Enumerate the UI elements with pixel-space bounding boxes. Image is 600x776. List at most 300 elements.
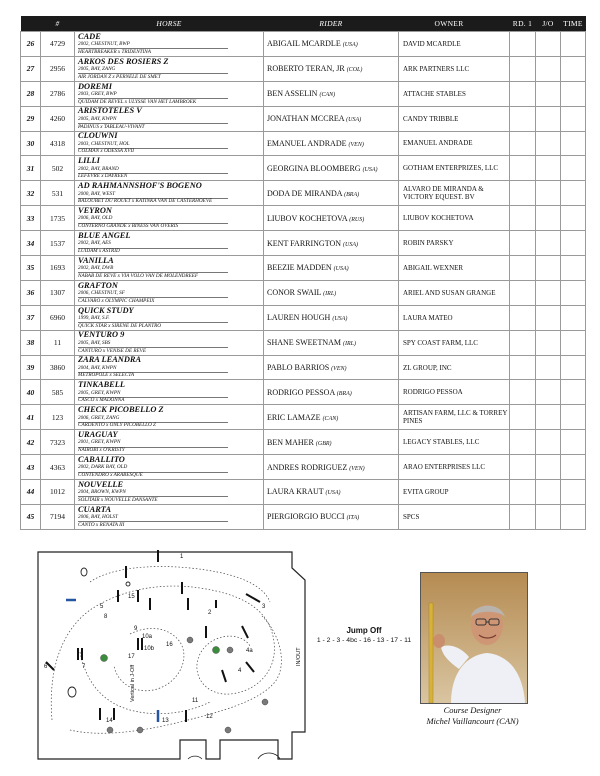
time-score [561,504,586,529]
order-number: 30 [21,131,41,156]
fence-16-label: 16 [166,642,173,648]
horse-name: ZARA LEANDRA [78,355,142,365]
rider-cell [264,330,399,355]
jump-off-score [536,455,561,480]
horse-description: 2002, BAY, AES [78,240,111,247]
table-row [21,355,586,380]
table-row [21,231,586,256]
horse-cell [75,430,264,455]
fence-6-label: 6 [44,664,48,670]
horse-name: CADE [78,31,101,41]
horse-description: 2005, BAY, ZANG [78,66,116,73]
rider-cell [264,32,399,57]
horse-number: 4363 [41,455,75,480]
jump-off-score [536,355,561,380]
horse-pedigree: BALOUBET DU ROUET x KATINKA VAN DE CASTERHOEVE [78,198,228,205]
order-number: 29 [21,106,41,131]
rider-name: ANDRES RODRIGUEZ [267,462,348,472]
owner-name: LEGACY STABLES, LLC [399,430,510,455]
fence-10a-label: 10a [142,634,153,640]
round-1-score [510,305,536,330]
rider-nationality: (CAN) [322,415,339,422]
order-number: 28 [21,81,41,106]
time-score [561,206,586,231]
rider-nationality: (USA) [343,241,359,248]
table-row [21,504,586,529]
order-number: 27 [21,56,41,81]
time-score [561,305,586,330]
round-1-score [510,455,536,480]
time-score [561,131,586,156]
jump-off-score [536,280,561,305]
header-number: # [41,16,75,32]
table-row [21,455,586,480]
table-row [21,380,586,405]
horse-number: 2786 [41,81,75,106]
time-score [561,455,586,480]
horse-number: 531 [41,181,75,206]
fence-4-label: 4 [238,668,242,674]
owner-name: EMANUEL ANDRADE [399,131,510,156]
horse-cell [75,355,264,380]
owner-name: RODRIGO PESSOA [399,380,510,405]
horse-name: CLOUWNI [78,131,118,141]
order-number: 32 [21,181,41,206]
header-owner: OWNER [399,16,510,32]
horse-cell [75,106,264,131]
rider-name: ROBERTO TERAN, JR [267,64,345,74]
order-number: 35 [21,256,41,281]
rider-name: EMANUEL ANDRADE [267,139,347,148]
horse-pedigree: LEFEVRE x DAYREEN [78,173,228,180]
round-1-score [510,504,536,529]
horse-description: 2006, GREY, ZANG [78,414,120,421]
fence-10b-label: 10b [144,646,155,652]
table-row [21,330,586,355]
rider-nationality: (BRA) [336,390,352,397]
time-score [561,430,586,455]
horse-cell [75,455,264,480]
table-header-row [21,16,586,32]
rider-name: ERIC LAMAZE [267,412,321,422]
horse-name: TINKABELL [78,380,125,390]
horse-name: BLUE ANGEL [78,230,131,240]
fence-4a-label: 4a [246,648,253,654]
rider-nationality: (GBR) [315,440,332,447]
rider-cell [264,231,399,256]
order-number: 44 [21,480,41,505]
owner-name: SPY COAST FARM, LLC [399,330,510,355]
horse-pedigree: NABAB DE REVE x VIA VOLO VAN DE MOLENDREEF [78,272,228,279]
in-out-gate-label: IN/OUT [296,647,302,666]
horse-description: 2005, GREY, KWPN [78,389,121,396]
horse-name: DOREMI [78,81,112,91]
horse-name: QUICK STUDY [78,305,134,315]
rider-cell [264,156,399,181]
rider-nationality: (USA) [332,316,348,323]
order-number: 45 [21,504,41,529]
rider-cell [264,430,399,455]
owner-name: ALVARO DE MIRANDA & VICTORY EQUEST. BV [399,181,510,206]
rider-name: PABLO BARRIOS [267,363,330,373]
jump-off-score [536,32,561,57]
designer-role: Course Designer [443,705,502,715]
horse-description: 2006, BAY, HOLST [78,514,118,521]
round-1-score [510,405,536,430]
header-horse: HORSE [75,16,264,32]
horse-name: CABALLITO [78,454,125,464]
rider-nationality: (VEN) [331,366,347,373]
horse-cell [75,256,264,281]
horse-description: 1999, BAY, S.F. [78,314,110,321]
rider-name: BEN ASSELIN [267,89,318,99]
rider-nationality: (RUS) [349,216,365,223]
jump-off-score [536,405,561,430]
header-jump-off: J/O [536,16,561,32]
horse-number: 1693 [41,256,75,281]
horse-name: CUARTA [78,504,112,514]
horse-description: 2002, CHESTNUT, BWP [78,41,130,48]
horse-name: VEYRON [78,206,112,216]
horse-number: 6960 [41,305,75,330]
header-time: TIME [561,16,586,32]
jump-off-score [536,430,561,455]
round-1-score [510,81,536,106]
table-row [21,106,586,131]
horse-description: 2003, GREY, BWP [78,90,117,97]
rider-cell [264,131,399,156]
fence-15-label: 15 [128,594,135,600]
fence-17-label: 17 [128,654,135,660]
horse-description: 2003, CHESTNUT, HOL [78,140,130,147]
horse-number: 4729 [41,32,75,57]
horse-pedigree: QUICK STAR x SIRENE DE PLANTRO [78,322,228,329]
rider-cell [264,81,399,106]
horse-cell [75,330,264,355]
time-score [561,256,586,281]
order-number: 33 [21,206,41,231]
round-1-score [510,56,536,81]
order-number: 36 [21,280,41,305]
time-score [561,56,586,81]
horse-number: 1307 [41,280,75,305]
horse-number: 2956 [41,56,75,81]
horse-number: 11 [41,330,75,355]
table-body [21,32,586,530]
horse-description: 2006, BAY, OLD [78,215,113,222]
horse-pedigree: NAIROBI x O'KRISTY [78,447,228,454]
horse-pedigree: METROPOLE x SELECTA [78,372,228,379]
round-1-score [510,480,536,505]
rider-nationality: (BRA) [344,191,360,198]
rider-cell [264,56,399,81]
horse-name: URAGUAY [78,430,118,440]
rider-name: LAUREN HOUGH [267,313,331,323]
time-score [561,156,586,181]
fence-5-label: 5 [100,604,104,610]
horse-pedigree: LUIDAM x ASTRID [78,248,228,255]
round-1-score [510,256,536,281]
horse-pedigree: SOLITAIR x NOUVELLE DANSANTE [78,496,228,503]
table-row [21,156,586,181]
horse-cell [75,305,264,330]
horse-cell [75,405,264,430]
time-score [561,355,586,380]
horse-number: 1012 [41,480,75,505]
horse-number: 1537 [41,231,75,256]
fence-3-label: 3 [262,604,266,610]
order-number: 34 [21,231,41,256]
jump-off-score [536,81,561,106]
fence-2-label: 2 [208,610,212,616]
header-order [21,16,41,32]
horse-number: 585 [41,380,75,405]
round-1-score [510,181,536,206]
order-number: 38 [21,330,41,355]
jump-off-sequence: 1 - 2 - 3 - 4bc - 16 - 13 - 17 - 11 [316,637,412,644]
horse-number: 7323 [41,430,75,455]
table-row [21,32,586,57]
time-score [561,380,586,405]
table-row [21,480,586,505]
horse-number: 7194 [41,504,75,529]
rider-name: JONATHAN MCCREA [267,114,345,124]
horse-name: VANILLA [78,255,114,265]
horse-description: 2001, GREY, KWPN [78,439,121,446]
order-number: 31 [21,156,41,181]
jump-off-score [536,181,561,206]
owner-name: LIUBOV KOCHETOVA [399,206,510,231]
table-row [21,181,586,206]
jump-off-score [536,256,561,281]
rider-cell [264,455,399,480]
owner-name: EVITA GROUP [399,480,510,505]
horse-number: 502 [41,156,75,181]
jump-off-score [536,380,561,405]
rider-name: BEEZIE MADDEN [267,263,332,273]
table-row [21,256,586,281]
horse-name: CHECK PICOBELLO Z [78,405,164,415]
rider-cell [264,504,399,529]
owner-name: ABIGAIL WEXNER [399,256,510,281]
time-score [561,405,586,430]
order-number: 40 [21,380,41,405]
course-designer-photo [420,572,528,704]
table-row [21,305,586,330]
fence-7-label: 7 [82,664,86,670]
owner-name: CANDY TRIBBLE [399,106,510,131]
rider-name: BEN MAHER [267,437,314,447]
designer-name: Michel Vaillancourt (CAN) [426,715,519,726]
rider-nationality: (ITA) [346,515,360,522]
table-row [21,430,586,455]
fence-1-label: 1 [180,554,184,560]
horse-description: 2004, BAY, KWPN [78,364,117,371]
rider-nationality: (USA) [362,166,378,173]
horse-number: 4318 [41,131,75,156]
owner-name: ARTISAN FARM, LLC & TORREY PINES [399,405,510,430]
rider-nationality: (USA) [325,490,341,497]
jump-off-score [536,504,561,529]
horse-description: 2005, BAY, SBS [78,339,111,346]
jump-off-score [536,231,561,256]
jump-off-score [536,206,561,231]
round-1-score [510,430,536,455]
jump-off-score [536,106,561,131]
horse-description: 2005, BAY, KWPN [78,115,117,122]
rider-nationality: (VEN) [348,142,364,148]
rider-cell [264,181,399,206]
time-score [561,181,586,206]
horse-name: NOUVELLE [78,479,124,489]
round-1-score [510,32,536,57]
horse-name: VENTURO 9 [78,330,125,340]
jump-off-score [536,480,561,505]
horse-pedigree: CALVARO x OLYMPIC CHAMPEIX [78,297,228,304]
jump-off-title: Jump Off [346,626,382,635]
round-1-score [510,156,536,181]
horse-name: AD RAHMANNSHOF'S BOGENO [78,181,202,191]
horse-description: 2004, BROWN, KWPN [78,489,126,496]
rider-nationality: (USA) [333,266,349,273]
fence-9-label: 9 [134,626,138,632]
fence-13-label: 13 [162,718,169,724]
table-row [21,81,586,106]
horse-cell [75,231,264,256]
horse-pedigree: QUIDAM DE REVEL x ULYSSE VAN HET LAMBROEK [78,98,228,105]
rider-cell [264,355,399,380]
rider-nationality: (CAN) [319,92,336,99]
horse-number: 1735 [41,206,75,231]
owner-name: ATTACHE STABLES [399,81,510,106]
horse-pedigree: CONTERNO GRANDE x BINESS VAN OVERIS [78,223,228,230]
course-map [30,542,312,768]
rider-name: RODRIGO PESSOA [267,387,335,397]
time-score [561,32,586,57]
jump-off-score [536,156,561,181]
rider-name: LAURA KRAUT [267,487,324,497]
horse-name: ARISTOTELES V [78,106,142,116]
order-of-go-table [20,16,586,530]
header-round-1: RD. 1 [510,16,536,32]
fence-14-label: 14 [106,718,113,724]
horse-cell [75,81,264,106]
time-score [561,231,586,256]
time-score [561,480,586,505]
horse-pedigree: HEARTBREAKER x TRIDENTINA [78,48,228,55]
rider-name: CONOR SWAIL [267,288,322,298]
owner-name: ARIEL AND SUSAN GRANGE [399,280,510,305]
horse-name: ARKOS DES ROSIERS Z [78,56,169,66]
owner-name: DAVID MCARDLE [399,32,510,57]
horse-cell [75,504,264,529]
horse-pedigree: CARDENTO x ONLY PICOBELLO Z [78,422,228,429]
jump-off-score [536,56,561,81]
horse-description: 2002, DARK BAY, OLD [78,464,128,471]
round-1-score [510,106,536,131]
time-score [561,81,586,106]
horse-number: 3860 [41,355,75,380]
rider-cell [264,305,399,330]
owner-name: SPCS [399,504,510,529]
owner-name: ROBIN PARSKY [399,231,510,256]
header-rider: RIDER [264,16,399,32]
time-score [561,330,586,355]
round-1-score [510,280,536,305]
horse-cell [75,280,264,305]
horse-pedigree: CASCO x MADONNA [78,397,228,404]
horse-cell [75,32,264,57]
horse-cell [75,131,264,156]
owner-name: ZL GROUP, INC [399,355,510,380]
horse-description: 2000, BAY, WEST [78,190,115,197]
horse-pedigree: PADINUS x TABLEAU-VIVANT [78,123,228,130]
owner-name: GOTHAM ENTERPRIZES, LLC [399,156,510,181]
jump-off-score [536,131,561,156]
order-number: 39 [21,355,41,380]
round-1-score [510,380,536,405]
table-row [21,280,586,305]
horse-cell [75,380,264,405]
round-1-score [510,231,536,256]
horse-pedigree: CANTO x RENATA III [78,521,228,528]
horse-cell [75,56,264,81]
owner-name: LAURA MATEO [399,305,510,330]
round-1-score [510,206,536,231]
round-1-score [510,330,536,355]
round-1-score [510,355,536,380]
table-row [21,56,586,81]
round-1-score [510,131,536,156]
fence-11-label: 11 [192,698,199,704]
rider-name: ABIGAIL MCARDLE [267,39,341,49]
rider-cell [264,106,399,131]
rider-name: LIUBOV KOCHETOVA [267,213,348,223]
rider-nationality: (COL) [346,67,363,74]
fence-8-label: 8 [104,614,108,620]
order-number: 42 [21,430,41,455]
fence-12-label: 12 [206,714,213,720]
horse-cell [75,156,264,181]
rider-cell [264,480,399,505]
horse-cell [75,181,264,206]
rider-cell [264,280,399,305]
rider-nationality: (IRL) [323,291,337,298]
rider-nationality: (VEN) [349,465,365,472]
rider-name: DODA DE MIRANDA [267,188,343,198]
jump-off-score [536,330,561,355]
rider-cell [264,405,399,430]
time-score [561,280,586,305]
order-number: 26 [21,32,41,57]
rider-nationality: (IRL) [343,341,356,348]
horse-number: 123 [41,405,75,430]
vertical-jump-off-label: Vertical in J-Off [130,664,136,702]
order-number: 37 [21,305,41,330]
rider-nationality: (USA) [342,42,358,49]
horse-pedigree: COLMAN x ODESSA XVII [78,148,228,155]
horse-description: 2002, BAY, BRAND [78,165,119,172]
horse-pedigree: CANTURO x VENISE DE REVE [78,347,228,354]
rider-cell [264,256,399,281]
jump-off-score [536,305,561,330]
horse-pedigree: AIR JORDAN Z x PERNELE DE SMET [78,73,228,80]
horse-cell [75,206,264,231]
rider-cell [264,380,399,405]
rider-name: SHANE SWEETNAM [267,338,341,348]
horse-description: 2002, BAY, DWB [78,265,114,272]
table-row [21,206,586,231]
